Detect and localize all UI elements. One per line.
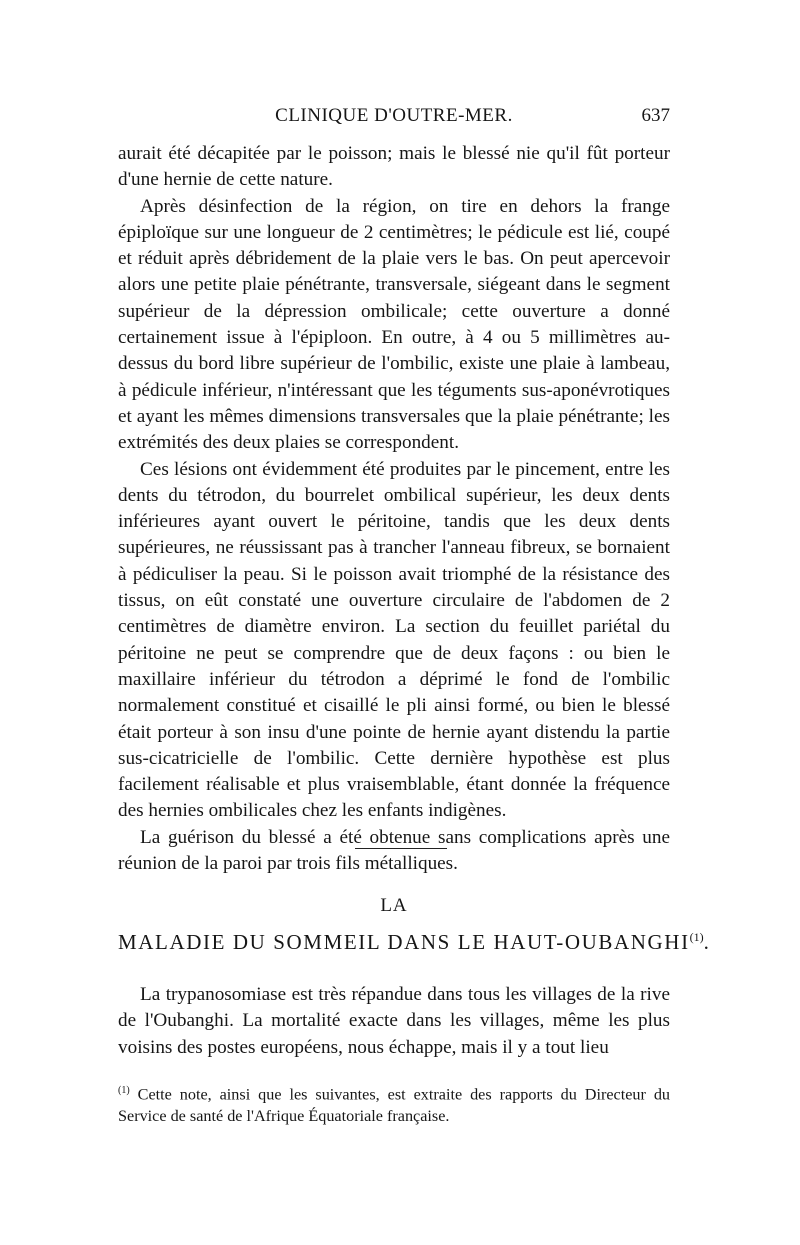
footnote bbox=[118, 1080, 670, 1127]
section-title bbox=[118, 930, 711, 955]
section-title-text: MALADIE DU SOMMEIL DANS LE HAUT-OUBANGHI bbox=[118, 930, 690, 954]
body-text-section bbox=[118, 982, 670, 1061]
paragraph: Ces lésions ont évidemment été produites par le pincement, entre les dents du tétrodon, du bourrelet ombilical supérieur, les deux dents inférieures ayant ouvert le péritoine, tandis que les deux dents supérieures, ne réussissant pas à trancher l'anneau fibreux, se bornaient à pédiculiser la peau. Si le poisson avait triomphé de la résistance des tissus, on eût constaté une ouverture circulaire de l'abdomen de 2 centimètres de diamètre environ. La section du feuillet pariétal du péritoine ne peut se comprendre que de deux façons : ou bien le maxillaire inférieur du tétrodon a déprimé le fond de l'ombilic normalement constitué et cisaillé le pli ainsi formé, ou bien le blessé était porteur à son insu d'une pointe de hernie ayant distendu la partie sus-cicatricielle de l'ombilic. Cette dernière hypothèse est plus facilement réalisable et plus vraisemblable, étant donnée la fréquence des hernies ombilicales chez les enfants indigènes. bbox=[118, 458, 670, 822]
paragraph: aurait été décapitée par le poisson; mais le blessé nie qu'il fût porteur d'une hernie de cette nature. bbox=[118, 143, 670, 191]
running-head bbox=[118, 105, 670, 135]
section-divider bbox=[355, 848, 447, 849]
paragraph: Après désinfection de la région, on tire en dehors la frange épiploïque sur une longueur de 2 centimètres; le pédicule est lié, coupé et réduit après débridement de la plaie vers le bas. On peut apercevoir alors une petite plaie pénétrante, transversale, siégeant dans le segment supérieur de la dépression ombilicale; cette ouverture a donné certainement issue à l'épiploon. En outre, à 4 ou 5 millimètres au-dessus du bord libre supérieur de l'ombilic, existe une plaie à lambeau, à pédicule inférieur, n'intéressant que les téguments sus-aponévrotiques et ayant les mêmes dimensions transversales que la plaie pénétrante; les extrémités des deux plaies se correspondent. bbox=[118, 195, 670, 454]
section-title-end: . bbox=[703, 930, 711, 954]
running-title: CLINIQUE D'OUTRE-MER. bbox=[275, 105, 513, 126]
paragraph: La trypanosomiase est très répandue dans tous les villages de la rive de l'Oubanghi. La mortalité exacte dans les villages, même les plus voisins des postes européens, nous échappe, mais il y a tout lieu bbox=[118, 984, 670, 1058]
body-text-continued bbox=[118, 141, 670, 877]
paragraph: La guérison du blessé a été obtenue sans complications après une réunion de la paroi par trois fils métalliques. bbox=[118, 826, 670, 875]
section-kicker: LA bbox=[380, 895, 408, 916]
footnote-marker: (1) bbox=[118, 1085, 130, 1096]
footnote-reference[interactable]: (1) bbox=[689, 930, 704, 944]
footnote-text: Cette note, ainsi que les suivantes, est extraite des rapports du Directeur du Service de santé de l'Afrique Équatoriale française. bbox=[118, 1085, 671, 1126]
page-number: 637 bbox=[641, 105, 670, 126]
